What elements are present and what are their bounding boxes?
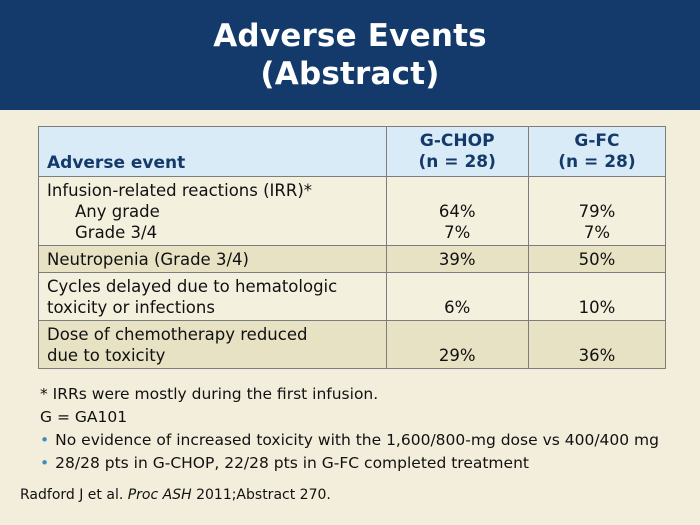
- irr-grade34-gchop: 7%: [444, 223, 471, 242]
- irr-gchop-values: [386, 177, 528, 246]
- slide-title-line-1: Adverse Events: [213, 18, 487, 54]
- table-row: [39, 321, 666, 369]
- cycles-delayed-label: [39, 273, 387, 321]
- header-gchop-name: G-CHOP: [419, 131, 495, 151]
- ga101-footnote: G = GA101: [40, 408, 128, 426]
- header-gchop: [386, 127, 528, 177]
- bullet-text: No evidence of increased toxicity with the 1,600/800-mg dose vs 400/400 mg: [55, 431, 659, 449]
- irr-label: Infusion-related reactions (IRR)*: [47, 181, 313, 200]
- neutropenia-gfc: 50%: [528, 246, 665, 273]
- bullet-icon: •: [40, 454, 50, 472]
- header-gfc-name: G-FC: [574, 131, 620, 151]
- bullet-icon: •: [40, 431, 50, 449]
- dose-reduced-label: [39, 321, 387, 369]
- dose-reduced-line-2: due to toxicity: [47, 346, 166, 365]
- cycles-delayed-line-2: toxicity or infections: [47, 298, 215, 317]
- irr-any-grade-gchop: 64%: [438, 202, 476, 221]
- title-banner: [0, 0, 700, 110]
- footnotes: [40, 383, 690, 475]
- adverse-events-table: [38, 126, 666, 369]
- neutropenia-gchop: 39%: [386, 246, 528, 273]
- citation-journal: Proc ASH: [127, 487, 192, 503]
- citation: [20, 487, 331, 503]
- citation-authors: Radford J et al.: [20, 487, 128, 503]
- table-row: [39, 246, 666, 273]
- irr-gfc-values: [528, 177, 665, 246]
- neutropenia-label: Neutropenia (Grade 3/4): [39, 246, 387, 273]
- irr-any-grade-gfc: 79%: [578, 202, 616, 221]
- irr-any-grade-label: Any grade: [75, 202, 160, 221]
- header-gfc: [528, 127, 665, 177]
- bullet-item: [40, 429, 690, 452]
- table-row: [39, 177, 666, 246]
- table-row: [39, 273, 666, 321]
- dose-reduced-gfc: 36%: [528, 321, 665, 369]
- header-gchop-n: (n = 28): [418, 152, 496, 172]
- bullet-item: [40, 452, 690, 475]
- bullet-text: 28/28 pts in G-CHOP, 22/28 pts in G-FC completed treatment: [55, 454, 529, 472]
- header-adverse-event: Adverse event: [39, 127, 387, 177]
- citation-rest: 2011;Abstract 270.: [191, 487, 331, 503]
- slide-title-line-2: (Abstract): [260, 56, 440, 92]
- cycles-delayed-gchop: 6%: [386, 273, 528, 321]
- irr-footnote: * IRRs were mostly during the first infusion.: [40, 385, 379, 403]
- irr-grade34-gfc: 7%: [583, 223, 611, 242]
- row-label-irr: [39, 177, 387, 246]
- cycles-delayed-gfc: 10%: [528, 273, 665, 321]
- cycles-delayed-line-1: Cycles delayed due to hematologic: [47, 277, 338, 296]
- table-header-row: [39, 127, 666, 177]
- dose-reduced-line-1: Dose of chemotherapy reduced: [47, 325, 308, 344]
- irr-grade34-label: Grade 3/4: [75, 223, 158, 242]
- dose-reduced-gchop: 29%: [386, 321, 528, 369]
- header-gfc-n: (n = 28): [558, 152, 636, 172]
